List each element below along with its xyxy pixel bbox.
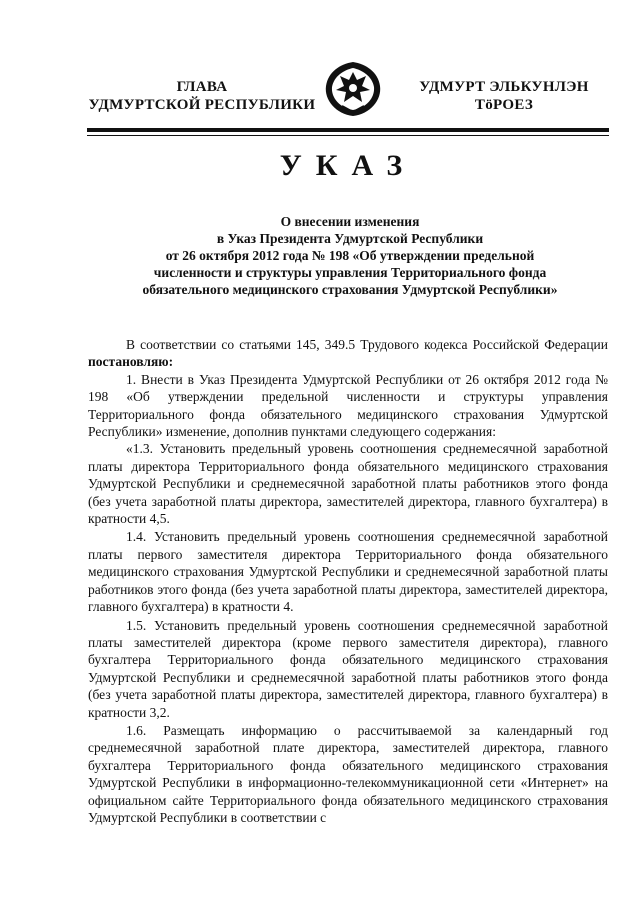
subject-line: численности и структуры управления Территориального фонда [153,265,547,280]
document-subject [100,213,600,298]
header-left-line2: УДМУРТСКОЙ РЕСПУБЛИКИ [88,97,316,113]
paragraph-item-1-6: 1.6. Размещать информацию о рассчитываемой за календарный год среднемесячной заработной плате директора, заместителей директора, главного бухгалтера Территориального фонда обязательного медицинского страхования Удмуртской Республики в информационно-телекоммуникационной сети «Интернет» на официальном сайте Территориального фонда обязательного медицинского страхования Удмуртской Республики в соответствии с [88,722,608,825]
subject-line: обязательного медицинского страхования Удмуртской Республики» [142,282,558,297]
subject-line: от 26 октября 2012 года № 198 «Об утверждении предельной [165,248,535,263]
paragraph-item-1: 1. Внести в Указ Президента Удмуртской Республики от 26 октября 2012 года № 198 «Об утверждении предельной численности и структуры управления Территориального фонда обязательного медицинского страхования Удмуртской Республики» изменение, дополнив пунктами следующего содержания: [88,371,608,440]
paragraph-item-1-5: 1.5. Установить предельный уровень соотношения среднемесячной заработной платы заместителей директора (кроме первого заместителя директора), главного бухгалтера Территориального фонда обязательного медицинского страхования Удмуртской Республики и среднемесячной заработной платы работников этого фонда (без учета заработной платы директора, заместителей директора, главного бухгалтера) в кратности 3,2. [88,617,608,720]
subject-line: в Указ Президента Удмуртской Республики [216,231,484,246]
header-rule-thick [87,128,609,132]
header-left-line1: ГЛАВА [176,79,228,95]
document-body [88,336,608,826]
preamble-text: В соответствии со статьями 145, 349.5 Трудового кодекса Российской Федерации [126,337,608,352]
coat-of-arms-icon [322,60,384,118]
preamble-paragraph [88,336,608,371]
header-rule-thin [87,135,609,136]
header-right-line2: ТӧРОЕЗ [474,97,534,113]
header-left [82,78,322,114]
subject-line: О внесении изменения [280,214,420,229]
paragraph-item-1-3: «1.3. Установить предельный уровень соотношения среднемесячной заработной платы директора Территориального фонда обязательного медицинского страхования Удмуртской Республики и среднемесячной заработной платы работников этого фонда (без учета заработной платы директора, заместителей директора, главного бухгалтера) в кратности 4,5. [88,441,608,527]
header-right [404,78,604,114]
preamble-bold: постановляю: [88,354,174,370]
document-title: УКАЗ [279,149,417,182]
header-right-line1: УДМУРТ ЭЛЬКУНЛЭН [419,79,589,95]
paragraph-item-1-4: 1.4. Установить предельный уровень соотношения среднемесячной заработной платы первого заместителя директора Территориального фонда обязательного медицинского страхования Удмуртской Республики и среднемесячной заработной платы работников этого фонда (без учета заработной платы директора, заместителей директора, главного бухгалтера) в кратности 4. [88,529,608,615]
